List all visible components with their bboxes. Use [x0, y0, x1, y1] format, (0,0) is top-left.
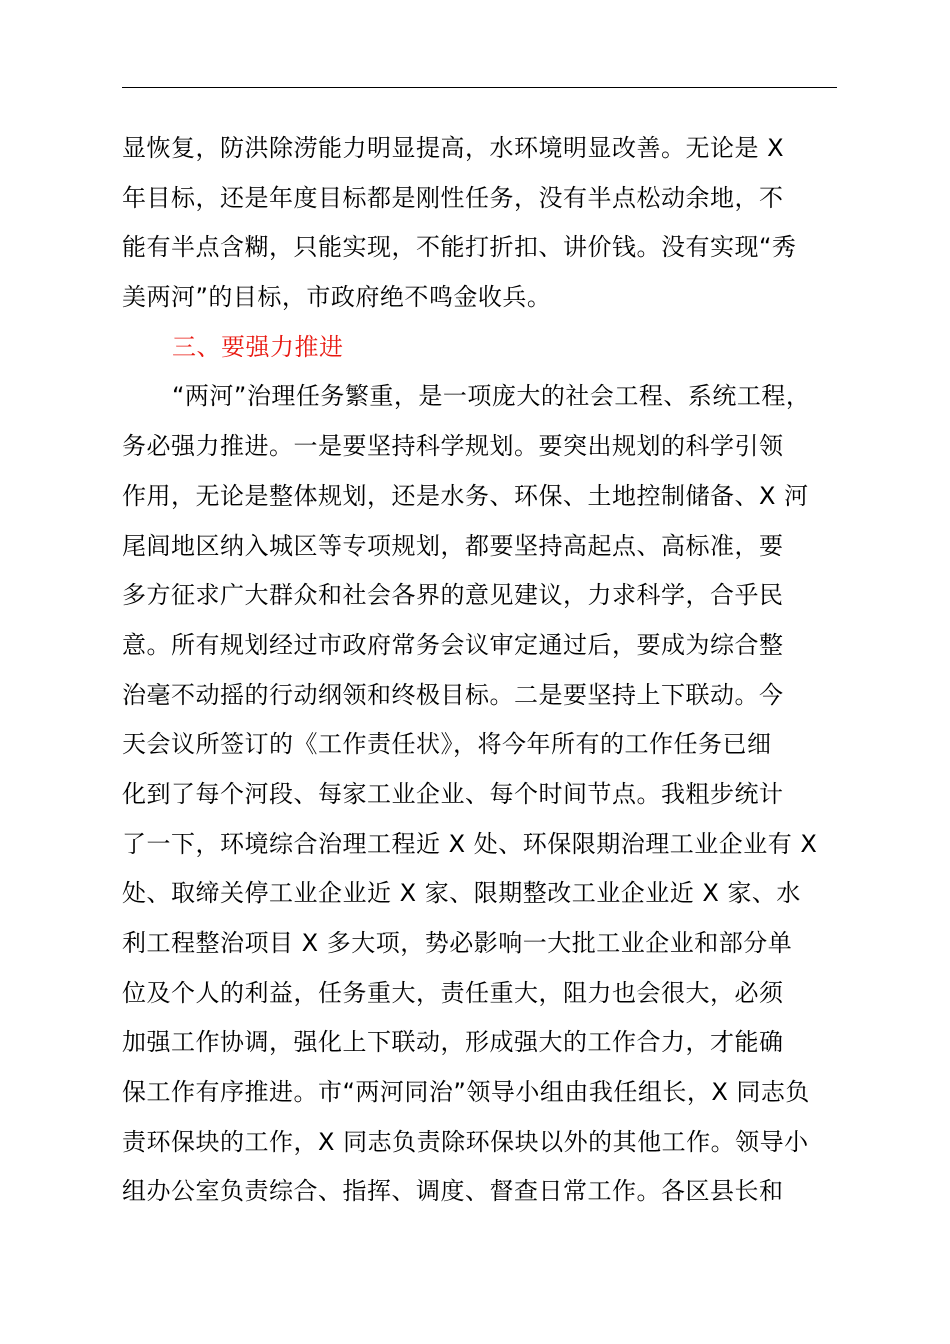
document-body: [122, 124, 862, 1217]
section-heading: 三、要强力推进: [172, 332, 344, 361]
text-line: 美两河”的目标，市政府绝不鸣金收兵。: [122, 283, 552, 312]
text-line: 化到了每个河段、每家工业企业、每个时间节点。我粗步统计: [122, 779, 784, 808]
text-line: 保工作有序推进。市“两河同治”领导小组由我任组长，X 同志负: [122, 1078, 810, 1107]
text-line: 意。所有规划经过市政府常务会议审定通过后，要成为综合整: [122, 630, 784, 659]
text-line: 责环保块的工作，X 同志负责除环保块以外的其他工作。领导小: [122, 1127, 809, 1156]
text-line: 务必强力推进。一是要坚持科学规划。要突出规划的科学引领: [122, 432, 784, 461]
text-line: 了一下，环境综合治理工程近 X 处、环保限期治理工业企业有 X: [122, 829, 818, 858]
text-line: 多方征求广大群众和社会各界的意见建议，力求科学，合乎民: [122, 581, 784, 610]
text-line: 治毫不动摇的行动纲领和终极目标。二是要坚持上下联动。今: [122, 680, 784, 709]
text-line: “两河”治理任务繁重，是一项庞大的社会工程、系统工程，: [172, 382, 811, 411]
text-line: 处、取缔关停工业企业近 X 家、限期整改工业企业近 X 家、水: [122, 879, 801, 908]
text-line: 利工程整治项目 X 多大项，势必影响一大批工业企业和部分单: [122, 929, 793, 957]
text-line: 组办公室负责综合、指挥、调度、督查日常工作。各区县长和: [122, 1177, 784, 1206]
text-line: 天会议所签订的《工作责任状》，将今年所有的工作任务已细: [122, 730, 772, 759]
text-line: 年目标，还是年度目标都是刚性任务，没有半点松动余地，不: [122, 183, 784, 212]
text-line: 作用，无论是整体规划，还是水务、环保、土地控制储备、X 河: [122, 481, 809, 510]
text-line: 显恢复，防洪除涝能力明显提高，水环境明显改善。无论是 X: [122, 134, 785, 162]
text-line: 位及个人的利益，任务重大，责任重大，阻力也会很大，必须: [122, 978, 784, 1007]
text-line: 能有半点含糊，只能实现，不能打折扣、讲价钱。没有实现“秀: [122, 233, 797, 262]
text-line: 尾闾地区纳入城区等专项规划，都要坚持高起点、高标准，要: [122, 531, 784, 560]
text-line: 加强工作协调，强化上下联动，形成强大的工作合力，才能确: [122, 1028, 784, 1057]
header-rule: [122, 87, 837, 88]
